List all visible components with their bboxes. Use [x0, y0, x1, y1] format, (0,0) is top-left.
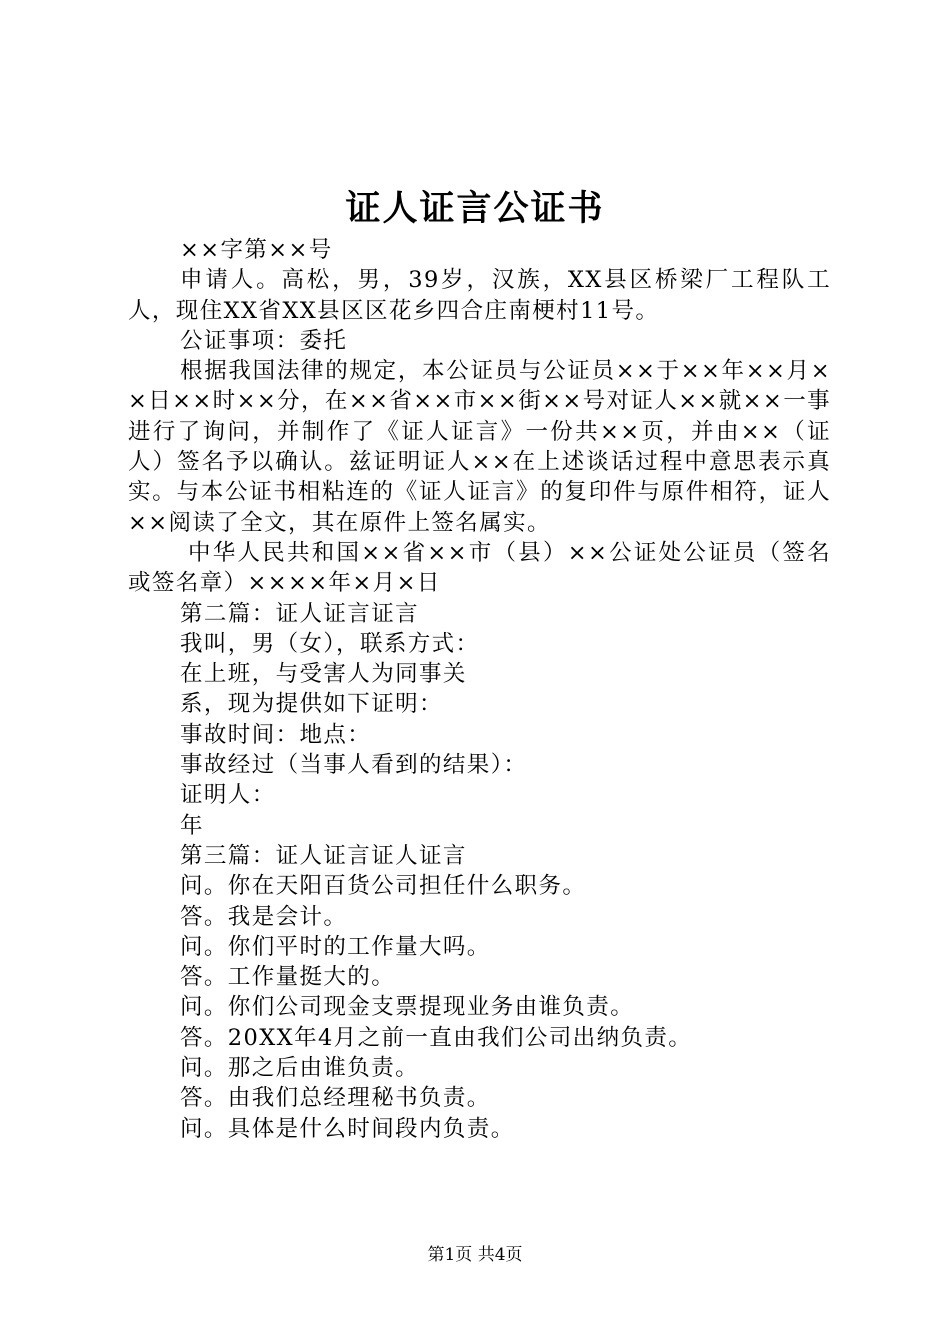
- qa-line: 答。由我们总经理秘书负责。: [180, 1085, 491, 1112]
- document-title: 证人证言公证书: [345, 188, 605, 229]
- qa-line: 答。工作量挺大的。: [180, 964, 396, 991]
- document-number: ××字第××号: [180, 237, 333, 263]
- witness-intro: 我叫，男（女），联系方式：: [180, 630, 480, 657]
- qa-line: 问。你们公司现金支票提现业务由谁负责。: [180, 994, 635, 1021]
- incident-time-place: 事故时间：地点：: [180, 721, 372, 748]
- qa-line: 问。你们平时的工作量大吗。: [180, 933, 491, 960]
- document-body: [128, 235, 831, 1144]
- witness-workplace: 在上班，与受害人为同事关: [180, 661, 467, 688]
- notary-matter: 公证事项：委托: [180, 327, 348, 354]
- qa-line: 问。你在天阳百货公司担任什么职务。: [180, 873, 587, 900]
- qa-line: 问。具体是什么时间段内负责。: [180, 1115, 515, 1142]
- notarization-statement: 根据我国法律的规定，本公证员与公证员××于××年××月××日××时××分，在××省××市××街××号对证人××就××一事进行了询问，并制作了《证人证言》一份共××页，并由××（证人）签名予以确认。兹证明证人××在上述谈话过程中意思表示真实。与本公证书相粘连的《证人证言》的复印件与原件相符，证人××阅读了全文，其在原件上签名属实。: [128, 358, 831, 536]
- incident-description: 事故经过（当事人看到的结果）：: [180, 752, 528, 779]
- signature-year: 年: [180, 812, 204, 839]
- witness-signature: 证明人：: [180, 782, 276, 809]
- notary-signature-line: 中华人民共和国××省××市（县）××公证处公证员（签名或签名章）××××年×月×日: [128, 539, 831, 597]
- witness-relation: 系，现为提供如下证明：: [180, 691, 443, 718]
- section-heading-3: 第三篇：证人证言证人证言: [180, 842, 467, 869]
- qa-line: 答。我是会计。: [180, 903, 348, 930]
- applicant-info: 申请人。高松，男，39岁，汉族，XX县区桥梁厂工程队工人，现住XX省XX县区区花乡四合庄南梗村11号。: [128, 267, 831, 324]
- qa-line: 答。20XX年4月之前一直由我们公司出纳负责。: [180, 1024, 693, 1051]
- section-heading-2: 第二篇：证人证言证言: [180, 600, 420, 627]
- page-footer: 第1页 共4页: [427, 1245, 523, 1265]
- qa-line: 问。那之后由谁负责。: [180, 1055, 420, 1082]
